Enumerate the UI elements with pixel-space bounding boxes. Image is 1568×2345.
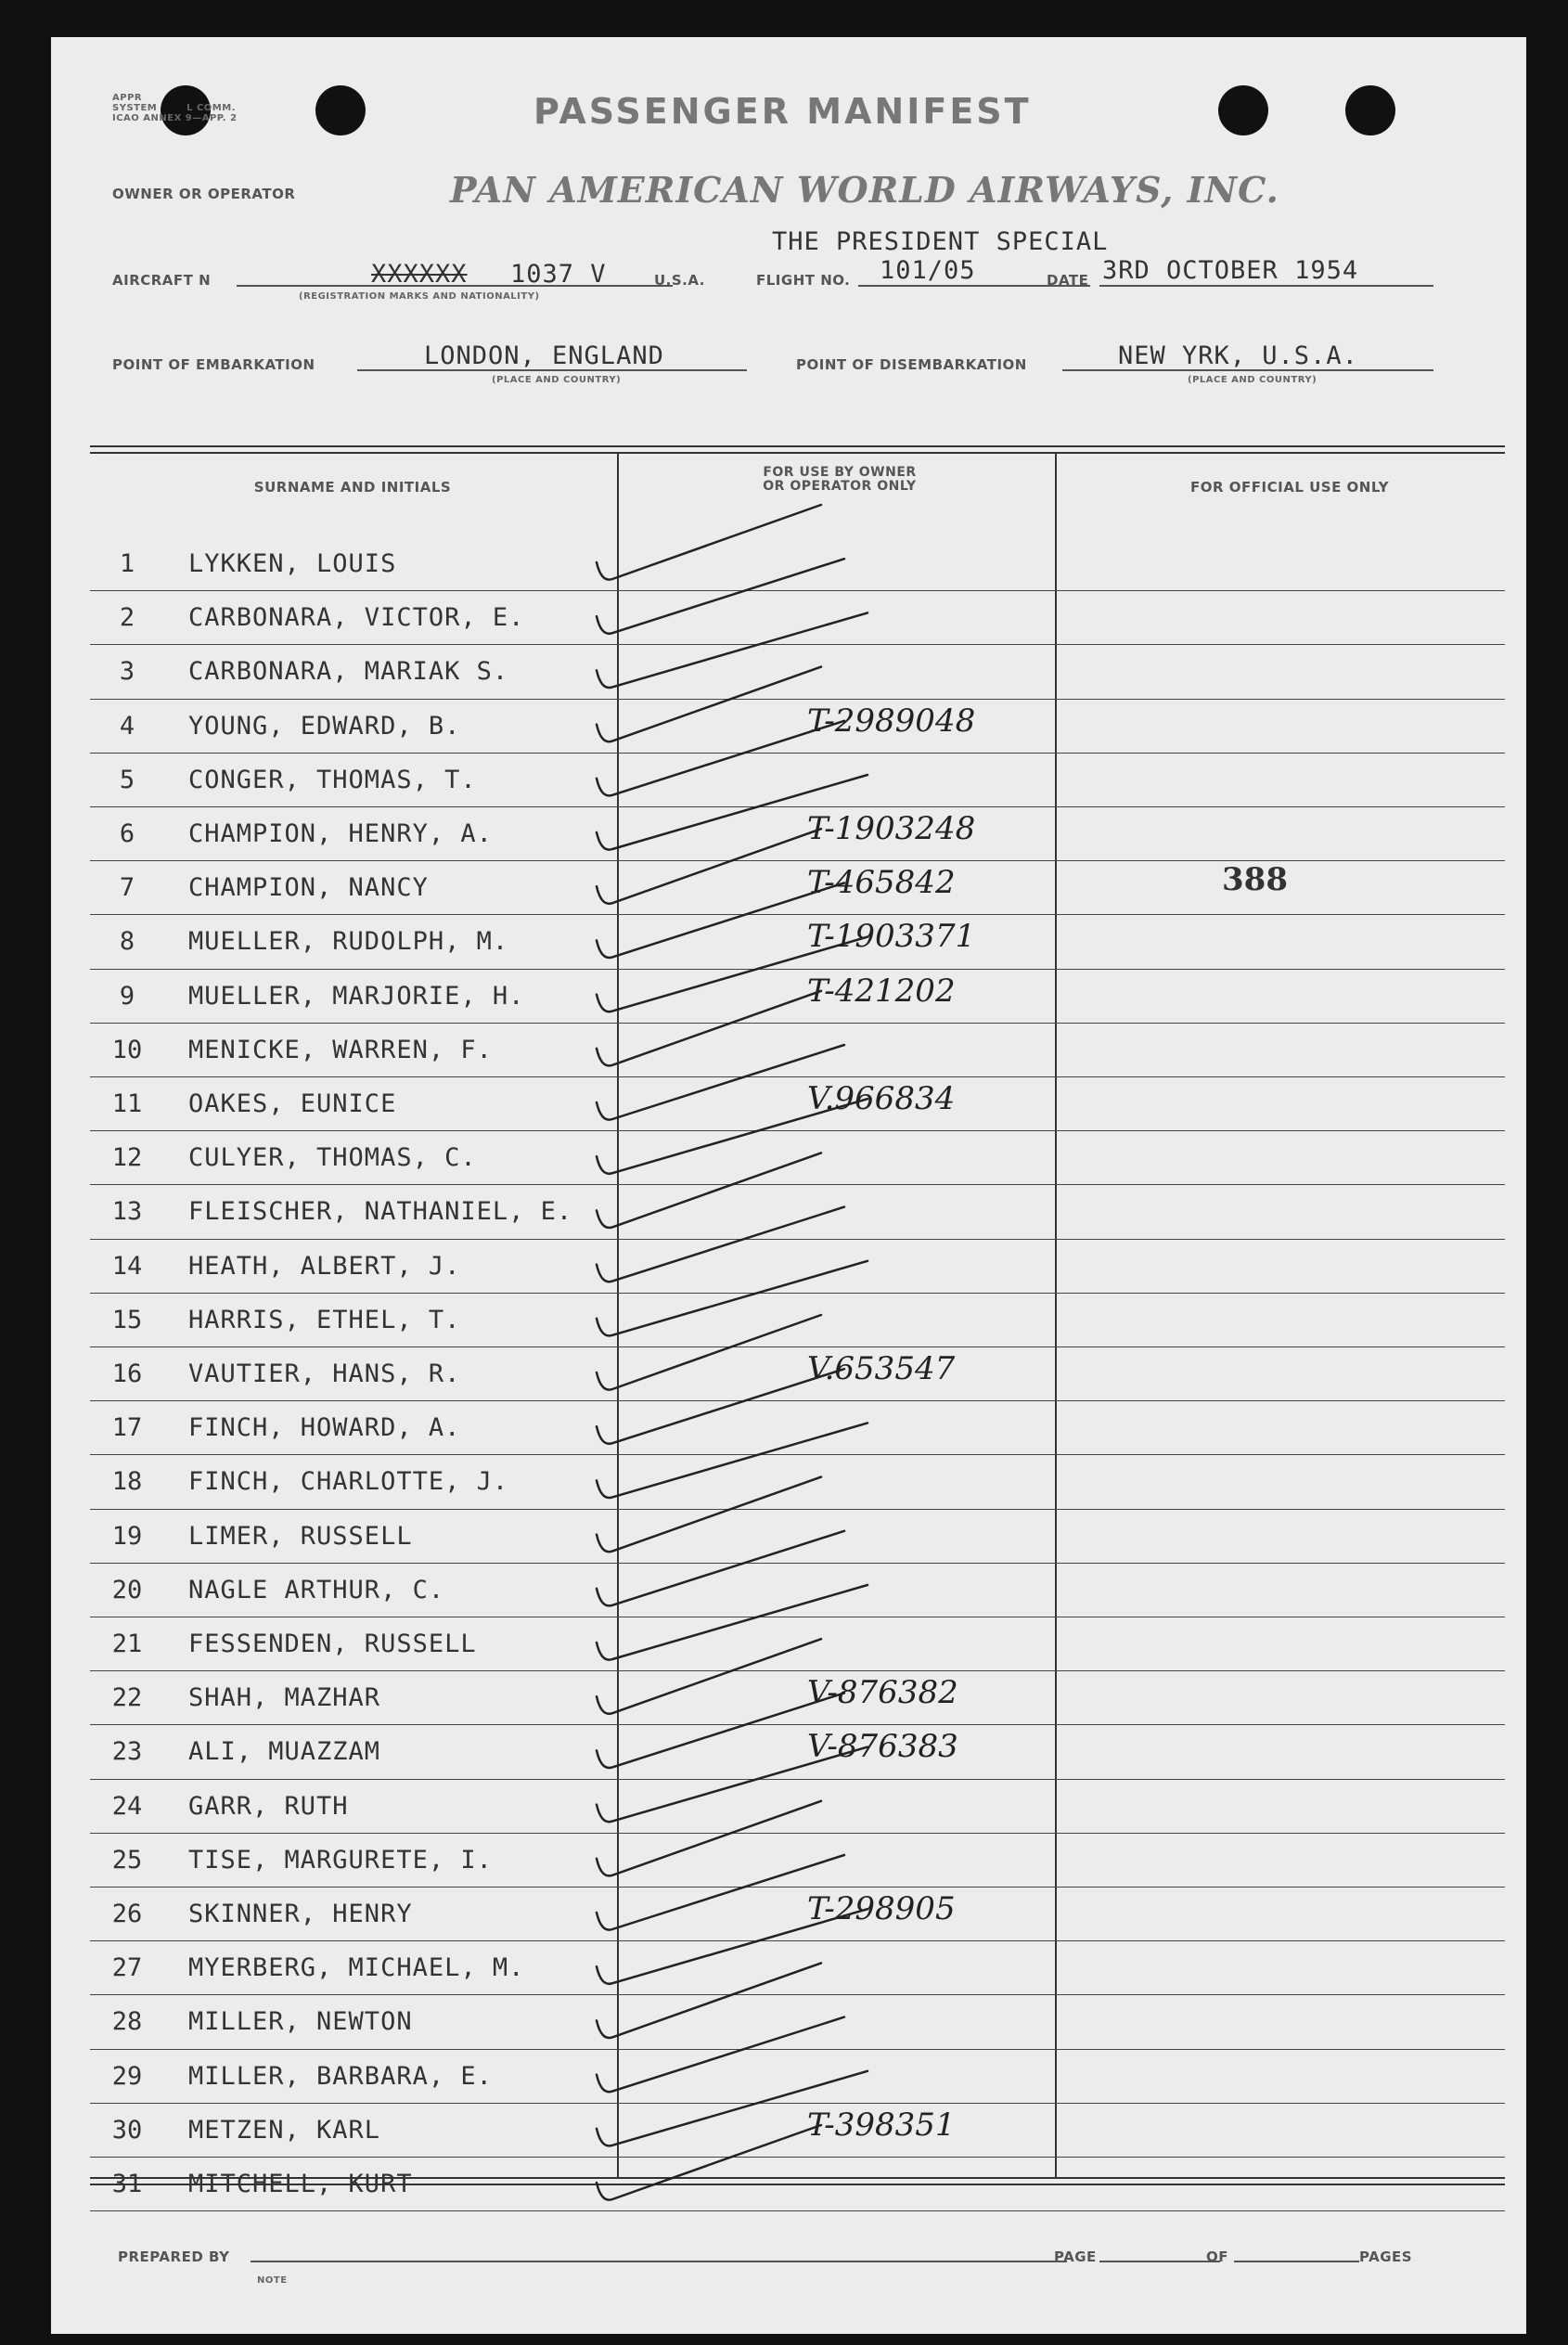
- row-number: 26: [111, 1900, 143, 1928]
- col-header-official: FOR OFFICIAL USE ONLY: [1190, 479, 1389, 496]
- passenger-name: FLEISCHER, NATHANIEL, E.: [188, 1197, 573, 1227]
- row-number: 9: [119, 981, 135, 1011]
- check-mark: [597, 1963, 821, 2038]
- check-mark: [597, 559, 844, 634]
- place-caption: (PLACE AND COUNTRY): [492, 375, 622, 385]
- row-number: 4: [119, 711, 135, 741]
- passenger-name: NAGLE ARTHUR, C.: [188, 1575, 445, 1604]
- manifest-page: [51, 37, 1526, 2334]
- check-mark: [597, 1207, 844, 1282]
- check-mark: [597, 1531, 844, 1606]
- passenger-name: SHAH, MAZHAR: [188, 1683, 381, 1713]
- check-mark: [597, 883, 844, 958]
- check-mark: [597, 721, 844, 796]
- passenger-name: LYKKEN, LOUIS: [188, 549, 397, 578]
- row-number: 14: [111, 1251, 143, 1281]
- row-number: 7: [119, 873, 135, 903]
- approval-line: APPR: [112, 93, 143, 103]
- row-number: 1: [119, 549, 135, 578]
- passenger-name: SKINNER, HENRY: [188, 1900, 413, 1928]
- check-mark: [597, 1801, 821, 1876]
- row-number: 5: [119, 765, 135, 794]
- row-number: 19: [111, 1521, 143, 1551]
- row-number: 27: [111, 1953, 143, 1983]
- date-label: DATE: [1047, 272, 1089, 289]
- page-label: PAGE: [1054, 2248, 1097, 2265]
- row-number: 6: [119, 819, 135, 848]
- of-label: OF: [1206, 2248, 1228, 2265]
- official-note: 388: [1222, 861, 1288, 898]
- row-number: 24: [111, 1791, 143, 1821]
- check-mark: [597, 1477, 821, 1553]
- passport-number: T-465842: [807, 864, 956, 902]
- passport-number: T-1903371: [807, 918, 976, 956]
- col-header-owner-line: FOR USE BY OWNER: [763, 465, 917, 480]
- passenger-name: MITCHELL, KURT: [188, 2170, 413, 2198]
- embark-label: POINT OF EMBARKATION: [112, 356, 315, 373]
- row-number: 15: [111, 1305, 143, 1334]
- passport-number: V-876383: [807, 1728, 958, 1766]
- passenger-name: FESSENDEN, RUSSELL: [188, 1630, 477, 1658]
- row-number: 11: [111, 1089, 143, 1118]
- row-number: 10: [111, 1035, 143, 1064]
- passport-number: V.966834: [807, 1080, 956, 1117]
- check-mark: [597, 1315, 821, 1390]
- row-number: 25: [111, 1845, 143, 1875]
- row-number: 2: [119, 603, 135, 633]
- row-number: 18: [111, 1467, 143, 1497]
- passport-number: T-298905: [807, 1890, 956, 1927]
- row-number: 28: [111, 2007, 143, 2037]
- passenger-name: MUELLER, MARJORIE, H.: [188, 981, 525, 1011]
- passenger-name: CHAMPION, NANCY: [188, 873, 429, 903]
- check-mark: [597, 1369, 844, 1444]
- disembark-place: NEW YRK, U.S.A.: [1118, 341, 1358, 370]
- passenger-name: METZEN, KARL: [188, 2115, 381, 2145]
- check-mark: [597, 829, 821, 904]
- passenger-name: MENICKE, WARREN, F.: [188, 1035, 493, 1064]
- row-number: 31: [111, 2170, 143, 2198]
- col-header-owner-line: OR OPERATOR ONLY: [763, 479, 917, 494]
- operator-name: PAN AMERICAN WORLD AIRWAYS, INC.: [450, 169, 1279, 211]
- passport-number: V-876382: [807, 1674, 958, 1712]
- flight-special: THE PRESIDENT SPECIAL: [772, 227, 1109, 256]
- check-mark: [597, 2125, 821, 2200]
- row-number: 12: [111, 1143, 143, 1173]
- row-number: 17: [111, 1413, 143, 1443]
- row-number: 30: [111, 2115, 143, 2145]
- prepared-by: NOTE: [257, 2275, 288, 2286]
- check-mark: [597, 1045, 844, 1120]
- check-mark: [597, 1153, 821, 1228]
- passport-number: T-421202: [807, 972, 956, 1010]
- passenger-name: CARBONARA, VICTOR, E.: [188, 603, 525, 633]
- row-number: 21: [111, 1630, 143, 1658]
- row-number: 3: [119, 657, 135, 687]
- check-mark: [597, 667, 821, 742]
- passport-number: T-1903248: [807, 810, 976, 847]
- passenger-name: OAKES, EUNICE: [188, 1089, 397, 1118]
- owner-label: OWNER OR OPERATOR: [112, 186, 296, 202]
- passenger-name: GARR, RUTH: [188, 1791, 349, 1821]
- passenger-name: FINCH, HOWARD, A.: [188, 1413, 461, 1443]
- passenger-name: HARRIS, ETHEL, T.: [188, 1305, 461, 1334]
- flight-date: 3RD OCTOBER 1954: [1102, 256, 1359, 285]
- approval-line: SYSTEM L COMM.: [112, 103, 237, 113]
- row-number: 23: [111, 1737, 143, 1767]
- flight-label: FLIGHT NO.: [756, 272, 851, 289]
- passport-number: T-398351: [807, 2106, 956, 2144]
- check-mark: [597, 991, 821, 1066]
- passenger-name: MYERBERG, MICHAEL, M.: [188, 1953, 525, 1983]
- passenger-name: ALI, MUAZZAM: [188, 1737, 381, 1767]
- passenger-name: VAUTIER, HANS, R.: [188, 1359, 461, 1388]
- passport-number: T-2989048: [807, 702, 976, 740]
- passenger-name: CHAMPION, HENRY, A.: [188, 819, 493, 848]
- passport-number: V.653547: [807, 1350, 956, 1387]
- row-number: 8: [119, 927, 135, 957]
- aircraft-nationality: U.S.A.: [654, 272, 705, 289]
- row-number: 13: [111, 1197, 143, 1227]
- approval-line: ICAO ANNEX 9—APP. 2: [112, 113, 238, 123]
- row-number: 20: [111, 1575, 143, 1604]
- aircraft-struck: XXXXXX: [371, 260, 468, 289]
- check-mark: [597, 1639, 821, 1714]
- passenger-name: MILLER, BARBARA, E.: [188, 2061, 493, 2091]
- check-mark: [597, 1693, 844, 1768]
- registration-caption: (REGISTRATION MARKS AND NATIONALITY): [299, 291, 540, 302]
- passenger-name: CARBONARA, MARIAK S.: [188, 657, 509, 687]
- passenger-name: YOUNG, EDWARD, B.: [188, 711, 461, 741]
- row-number: 16: [111, 1359, 143, 1388]
- passenger-name: TISE, MARGURETE, I.: [188, 1845, 493, 1875]
- flight-number: 101/05: [880, 256, 976, 285]
- passenger-name: CULYER, THOMAS, C.: [188, 1143, 477, 1173]
- page-title: PASSENGER MANIFEST: [533, 91, 1032, 132]
- check-marks: [51, 37, 1526, 2334]
- check-mark: [597, 505, 821, 580]
- passenger-name: FINCH, CHARLOTTE, J.: [188, 1467, 509, 1497]
- embark-place: LONDON, ENGLAND: [424, 341, 664, 370]
- check-mark: [597, 1855, 844, 1930]
- aircraft-registration: 1037 V: [510, 260, 607, 289]
- passenger-name: MUELLER, RUDOLPH, M.: [188, 927, 509, 957]
- passenger-name: LIMER, RUSSELL: [188, 1521, 413, 1551]
- aircraft-label: AIRCRAFT N: [112, 272, 212, 289]
- passenger-name: HEATH, ALBERT, J.: [188, 1251, 461, 1281]
- disembark-label: POINT OF DISEMBARKATION: [796, 356, 1027, 373]
- row-number: 29: [111, 2061, 143, 2091]
- check-mark: [597, 2017, 844, 2093]
- pages-label: PAGES: [1359, 2248, 1413, 2265]
- col-header-surname: SURNAME AND INITIALS: [253, 479, 452, 496]
- passenger-name: CONGER, THOMAS, T.: [188, 765, 477, 794]
- prepared-label: PREPARED BY: [118, 2248, 230, 2265]
- row-number: 22: [111, 1683, 143, 1713]
- passenger-name: MILLER, NEWTON: [188, 2007, 413, 2037]
- place-caption: (PLACE AND COUNTRY): [1188, 375, 1317, 385]
